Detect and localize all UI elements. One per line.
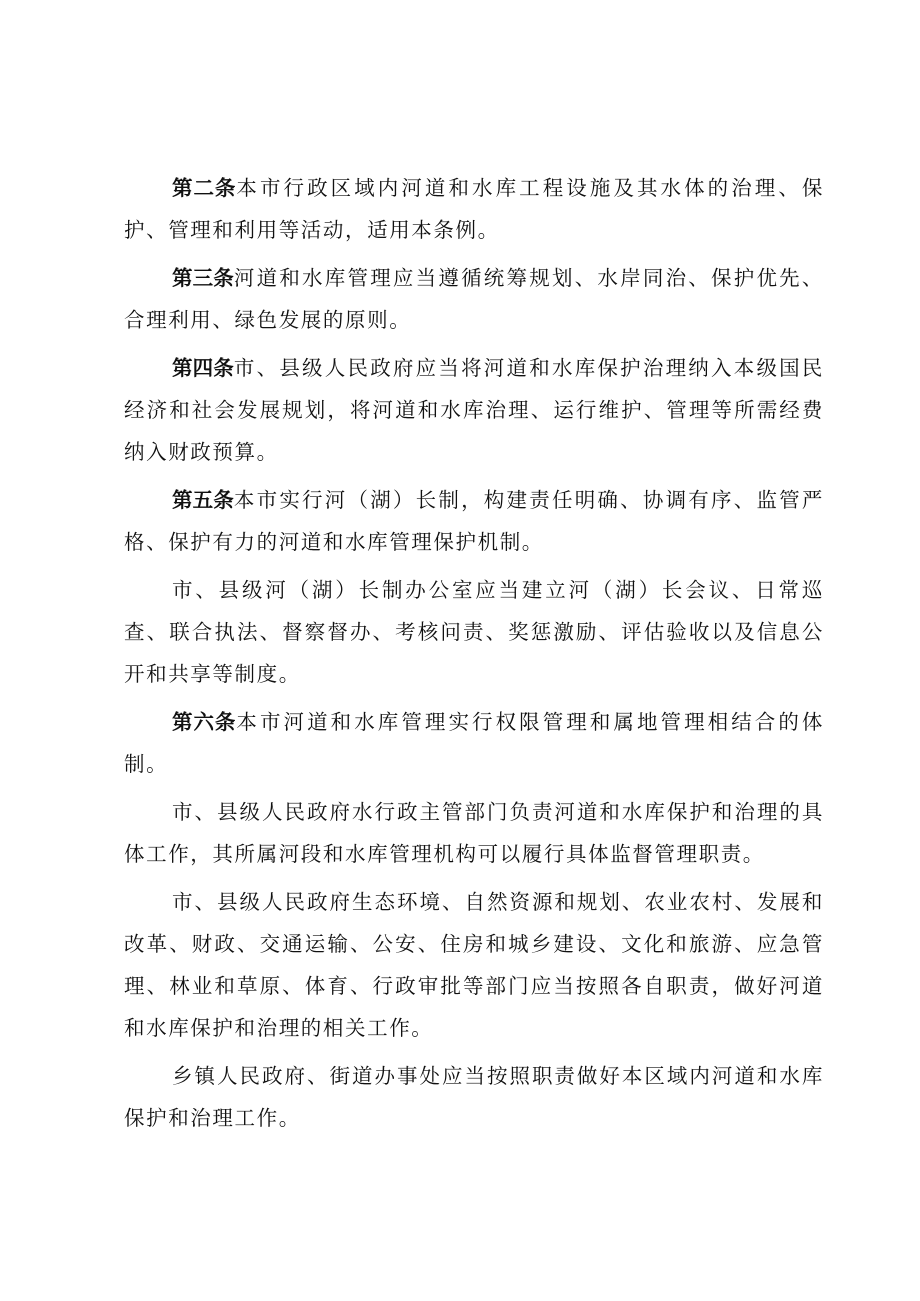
paragraph-article-6 xyxy=(124,701,824,785)
paragraph-text: 本市河道和水库管理实行权限管理和属地管理相结合的体制。 xyxy=(124,710,824,776)
paragraph-text: 市、县级河（湖）长制办公室应当建立河（湖）长会议、日常巡查、联合执法、督察督办、考核问责、奖惩激励、评估验收以及信息公开和共享等制度。 xyxy=(124,578,824,686)
paragraph-text: 本市行政区域内河道和水库工程设施及其水体的治理、保护、管理和利用等活动，适用本条例。 xyxy=(124,176,824,242)
paragraph-article-6-clause-2 xyxy=(124,791,824,875)
article-number: 第四条 xyxy=(172,356,234,380)
paragraph-text: 市、县级人民政府应当将河道和水库保护治理纳入本级国民经济和社会发展规划，将河道和水库治理、运行维护、管理等所需经费纳入财政预算。 xyxy=(124,356,825,464)
paragraph-text: 本市实行河（湖）长制，构建责任明确、协调有序、监管严格、保护有力的河道和水库管理保护机制。 xyxy=(124,488,825,554)
article-number: 第六条 xyxy=(172,710,237,734)
paragraph-article-6-clause-4 xyxy=(124,1055,824,1139)
paragraph-article-4 xyxy=(124,347,824,473)
paragraph-text: 乡镇人民政府、街道办事处应当按照职责做好本区域内河道和水库保护和治理工作。 xyxy=(124,1064,824,1130)
article-number: 第三条 xyxy=(172,266,234,290)
paragraph-article-5-clause-2 xyxy=(124,569,824,695)
document-body xyxy=(124,167,824,1145)
paragraph-article-2 xyxy=(124,167,824,251)
paragraph-text: 市、县级人民政府水行政主管部门负责河道和水库保护和治理的具体工作，其所属河段和水库管理机构可以履行具体监督管理职责。 xyxy=(124,800,824,866)
paragraph-text: 市、县级人民政府生态环境、自然资源和规划、农业农村、发展和改革、财政、交通运输、公安、住房和城乡建设、文化和旅游、应急管理、林业和草原、体育、行政审批等部门应当按照各自职责，做好河道和水库保护和治理的相关工作。 xyxy=(124,890,824,1040)
paragraph-text: 河道和水库管理应当遵循统筹规划、水岸同治、保护优先、合理利用、绿色发展的原则。 xyxy=(124,266,825,332)
article-number: 第五条 xyxy=(172,488,234,512)
paragraph-article-5 xyxy=(124,479,824,563)
article-number: 第二条 xyxy=(172,176,237,200)
paragraph-article-3 xyxy=(124,257,824,341)
paragraph-article-6-clause-3 xyxy=(124,881,824,1049)
